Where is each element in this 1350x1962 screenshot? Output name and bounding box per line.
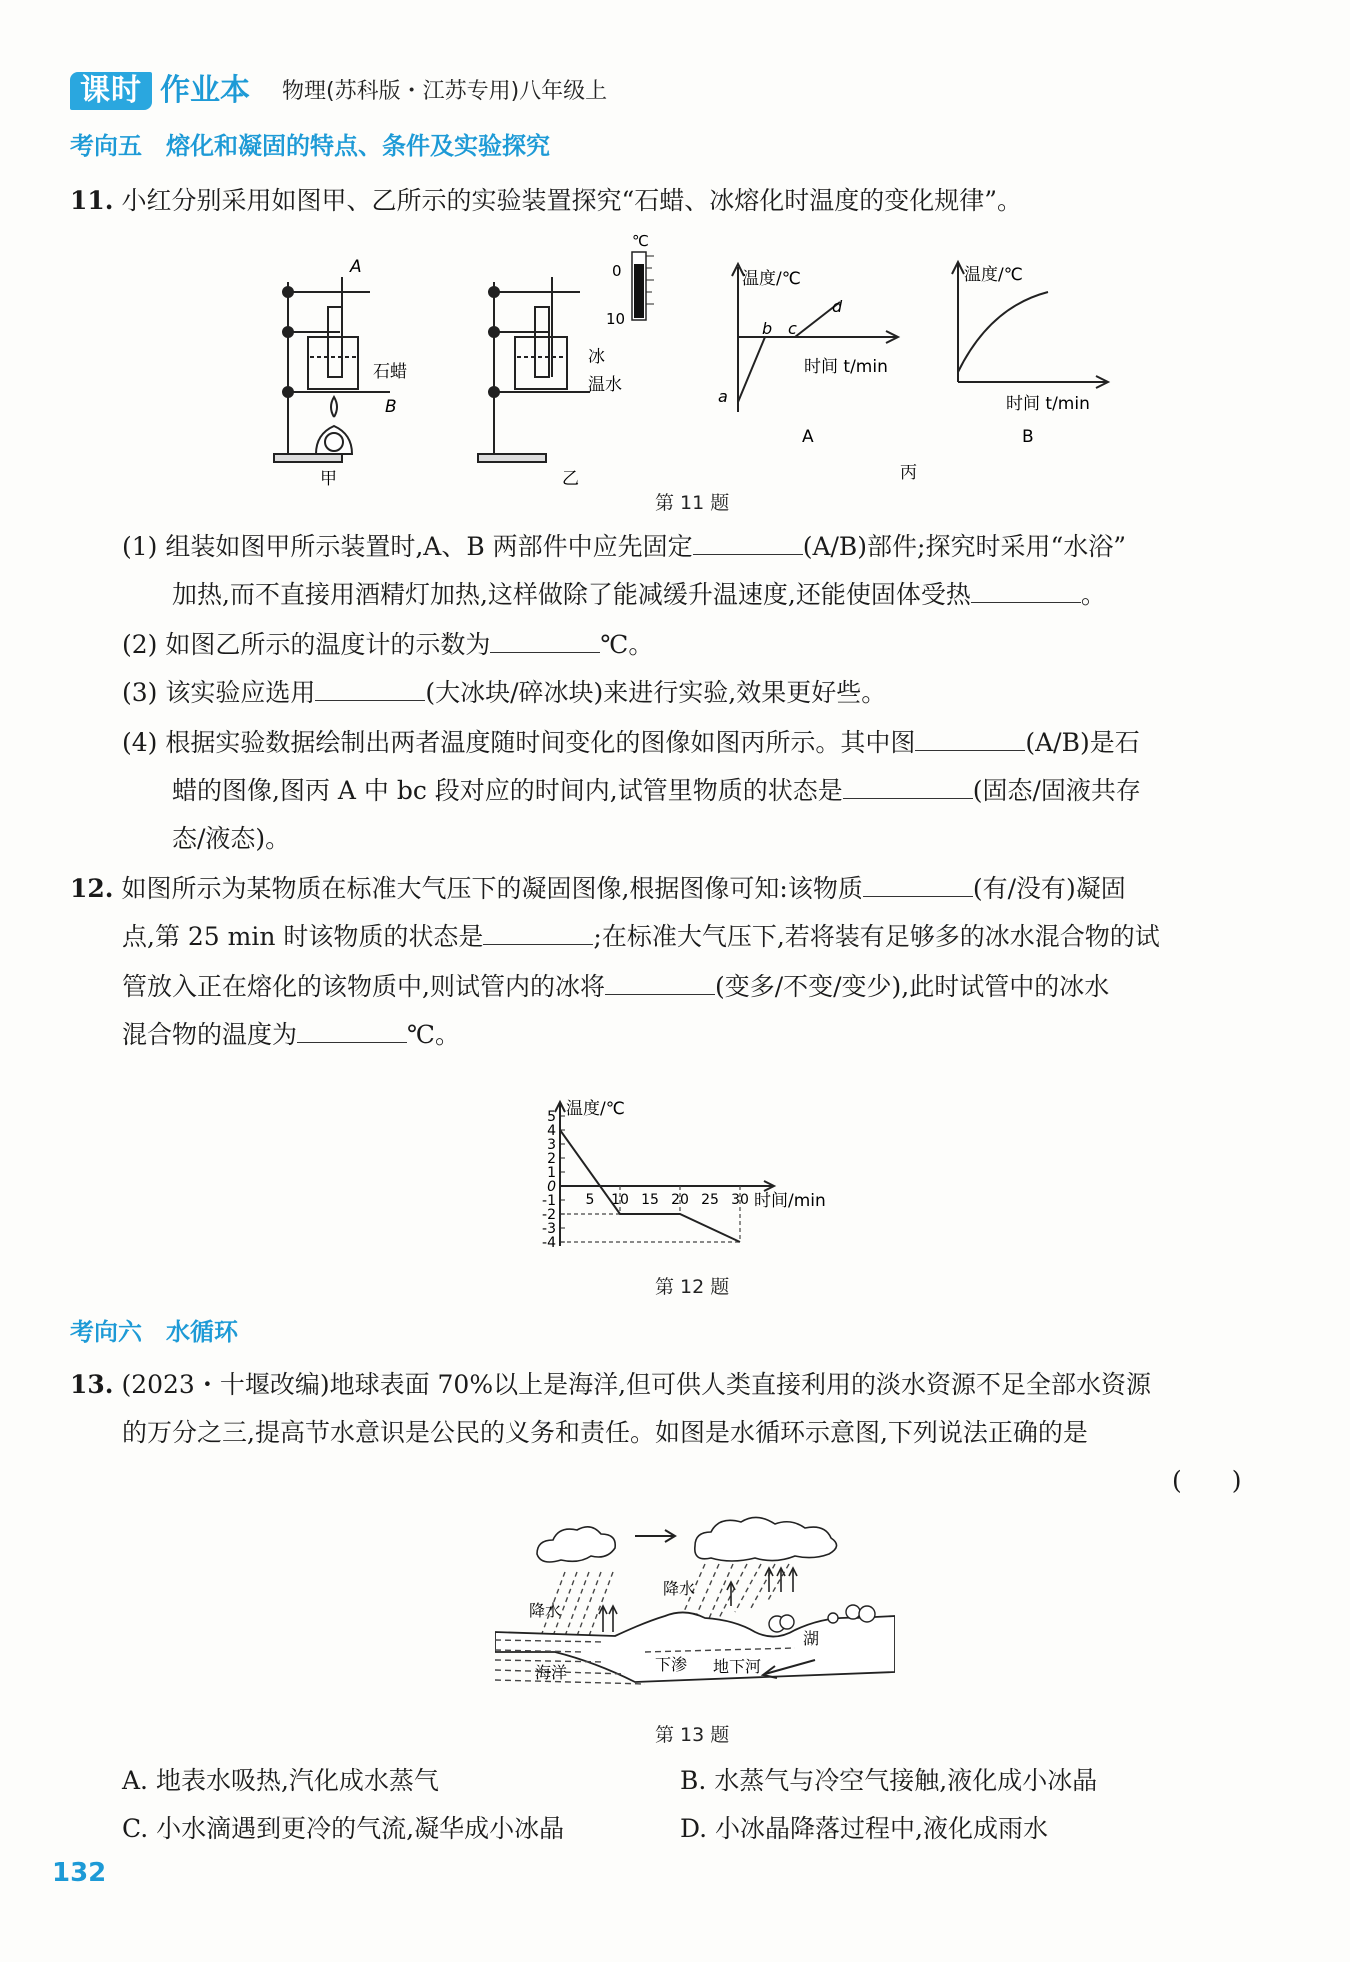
label-b: B	[385, 397, 397, 417]
q12-text-4b: ℃。	[407, 1020, 460, 1049]
q11-part1-line2	[172, 570, 1106, 620]
page-number: 132	[52, 1858, 107, 1888]
option-d[interactable]: D. 小冰晶降落过程中,液化成雨水	[680, 1814, 1048, 1843]
label-seep: 下渗	[655, 1655, 688, 1674]
label-underground-river: 地下河	[713, 1657, 762, 1676]
q12-line1	[70, 864, 1126, 914]
q12-line3	[122, 962, 1109, 1012]
q13-text-2: 的万分之三,提高节水意识是公民的义务和责任。如图是水循环示意图,下列说法正确的是	[122, 1418, 1088, 1447]
q13-number: 13.	[70, 1370, 114, 1399]
section-title-5: 考向五 熔化和凝固的特点、条件及实验探究	[70, 132, 550, 160]
y-tick-label: 0	[547, 1179, 556, 1195]
answer-blank[interactable]	[971, 601, 1081, 603]
q11-part4-line1	[122, 718, 1140, 768]
q13-caption: 第 13 题	[655, 1724, 730, 1746]
q11-stem-text: 小红分别采用如图甲、乙所示的实验装置探究“石蜡、冰熔化时温度的变化规律”。	[121, 186, 1023, 215]
q12-chart	[520, 1068, 860, 1278]
book-brand: 作业本	[160, 73, 250, 108]
q11-part4-line2	[172, 766, 1141, 816]
x-tick-label: 30	[731, 1192, 749, 1208]
label-a: A	[350, 257, 362, 277]
thermo-10: 10	[606, 310, 626, 328]
graph-a-xlabel: 时间 t/min	[804, 357, 888, 377]
y-tick-label: 5	[547, 1109, 556, 1125]
label-jia: 甲	[320, 469, 337, 489]
q12-text-3a: 管放入正在熔化的该物质中,则试管内的冰将	[122, 972, 605, 1001]
label-ocean: 海洋	[535, 1663, 568, 1682]
thermometer	[632, 252, 654, 320]
q11-part1-text-a: (1) 组装如图甲所示装置时,A、B 两部件中应先固定	[122, 532, 693, 561]
y-axis-label: 温度/℃	[566, 1099, 625, 1119]
q11-part1-text-d: 。	[1080, 580, 1106, 609]
answer-blank[interactable]	[315, 699, 425, 701]
x-tick-label: 10	[611, 1192, 629, 1208]
q11-part3	[122, 668, 886, 718]
q13-line1	[70, 1360, 1151, 1410]
y-tick-label: -1	[542, 1193, 556, 1209]
q11-part3-text-b: (大冰块/碎冰块)来进行实验,效果更好些。	[425, 678, 887, 707]
q11-part4-text-e: 态/液态)。	[172, 824, 291, 853]
answer-blank[interactable]	[915, 749, 1025, 751]
q13-figure	[495, 1512, 895, 1712]
answer-blank[interactable]	[693, 553, 803, 555]
answer-blank[interactable]	[863, 895, 973, 897]
label-ice: 冰	[588, 347, 605, 367]
q11-part2-text-b: ℃。	[600, 630, 654, 659]
q12-text-1a: 如图所示为某物质在标准大气压下的凝固图像,根据图像可知:该物质	[121, 874, 863, 903]
q11-caption: 第 11 题	[655, 492, 730, 514]
q12-line2	[122, 912, 1160, 962]
option-c[interactable]: C. 小水滴遇到更冷的气流,凝华成小冰晶	[122, 1814, 565, 1843]
arrows	[635, 1530, 675, 1542]
option-b[interactable]: B. 水蒸气与冷空气接触,液化成小冰晶	[680, 1766, 1098, 1795]
answer-blank[interactable]	[490, 651, 600, 653]
graph-a-point-c: c	[788, 319, 797, 338]
y-tick-label: -2	[542, 1207, 556, 1223]
y-tick-label: -4	[542, 1235, 556, 1251]
q11-stem	[70, 176, 1022, 226]
y-tick-label: 4	[547, 1123, 556, 1139]
answer-blank[interactable]	[483, 943, 593, 945]
q11-part4-line3	[172, 814, 290, 864]
label-rain-1: 降水	[529, 1601, 562, 1620]
graph-a-point-d: d	[832, 297, 843, 316]
q11-part1-line1	[122, 522, 1126, 572]
q12-text-2b: ;在标准大气压下,若将装有足够多的冰水混合物的试	[593, 922, 1160, 951]
label-wax: 石蜡	[373, 362, 407, 382]
q11-part4-text-a: (4) 根据实验数据绘制出两者温度随时间变化的图像如图丙所示。其中图	[122, 728, 916, 757]
option-a[interactable]: A. 地表水吸热,汽化成水蒸气	[122, 1766, 439, 1795]
x-tick-label: 20	[671, 1192, 689, 1208]
clouds	[537, 1517, 837, 1562]
q11-part3-text-a: (3) 该实验应选用	[122, 678, 316, 707]
graph-a-point-b: b	[762, 319, 773, 338]
y-tick-label: -3	[542, 1221, 556, 1237]
x-axis-label: 时间/min	[754, 1191, 826, 1211]
q12-number: 12.	[70, 874, 114, 903]
q11-part1-text-c: 加热,而不直接用酒精灯加热,这样做除了能减缓升温速度,还能使固体受热	[172, 580, 971, 609]
answer-blank[interactable]	[605, 993, 715, 995]
y-tick-label: 1	[547, 1165, 556, 1181]
label-bing: 丙	[900, 463, 917, 483]
answer-blank[interactable]	[297, 1041, 407, 1043]
y-tick-label: 2	[547, 1151, 556, 1167]
q11-number: 11.	[70, 186, 114, 215]
y-tick-label: 3	[547, 1137, 556, 1153]
book-logo: 课时	[70, 72, 152, 110]
label-rain-2: 降水	[663, 1579, 696, 1598]
x-tick-label: 25	[701, 1192, 719, 1208]
q12-text-4a: 混合物的温度为	[122, 1020, 298, 1049]
q12-line4	[122, 1010, 460, 1060]
graph-a-point-a: a	[718, 387, 728, 406]
x-tick-label: 5	[585, 1192, 595, 1208]
label-yi: 乙	[562, 469, 579, 489]
thermo-unit: ℃	[632, 232, 649, 250]
q13-answer-paren[interactable]: ( )	[1172, 1466, 1242, 1495]
label-lake: 湖	[803, 1629, 820, 1648]
q11-part4-text-b: (A/B)是石	[1025, 728, 1140, 757]
q11-figure	[260, 232, 1120, 522]
q11-part2	[122, 620, 653, 670]
q12-text-1b: (有/没有)凝固	[972, 874, 1126, 903]
q11-part4-text-d: (固态/固液共存	[972, 776, 1141, 805]
label-warm-water: 温水	[588, 375, 622, 395]
q13-text-1: (2023・十堰改编)地球表面 70%以上是海洋,但可供人类直接利用的淡水资源不足全部水资源	[121, 1370, 1152, 1399]
q12-text-3b: (变多/不变/变少),此时试管中的冰水	[714, 972, 1110, 1001]
apparatus-yi	[478, 277, 590, 462]
thermo-0: 0	[612, 262, 622, 280]
book-title: 物理(苏科版・江苏专用)八年级上	[282, 79, 608, 104]
x-tick-label: 15	[641, 1192, 659, 1208]
section-title-6: 考向六 水循环	[70, 1318, 238, 1346]
graph-b-ylabel: 温度/℃	[964, 265, 1023, 285]
q11-part1-text-b: (A/B)部件;探究时采用“水浴”	[802, 532, 1127, 561]
answer-blank[interactable]	[843, 797, 973, 799]
graph-b-xlabel: 时间 t/min	[1006, 394, 1090, 414]
graph-a-ylabel: 温度/℃	[742, 269, 801, 289]
graph-b-label: B	[1022, 427, 1034, 447]
q13-line2	[122, 1408, 1088, 1458]
q12-text-2a: 点,第 25 min 时该物质的状态是	[122, 922, 484, 951]
graph-a-label: A	[802, 427, 814, 447]
q11-part4-text-c: 蜡的图像,图丙 A 中 bc 段对应的时间内,试管里物质的状态是	[172, 776, 843, 805]
q11-part2-text-a: (2) 如图乙所示的温度计的示数为	[122, 630, 491, 659]
q12-caption: 第 12 题	[655, 1276, 730, 1298]
